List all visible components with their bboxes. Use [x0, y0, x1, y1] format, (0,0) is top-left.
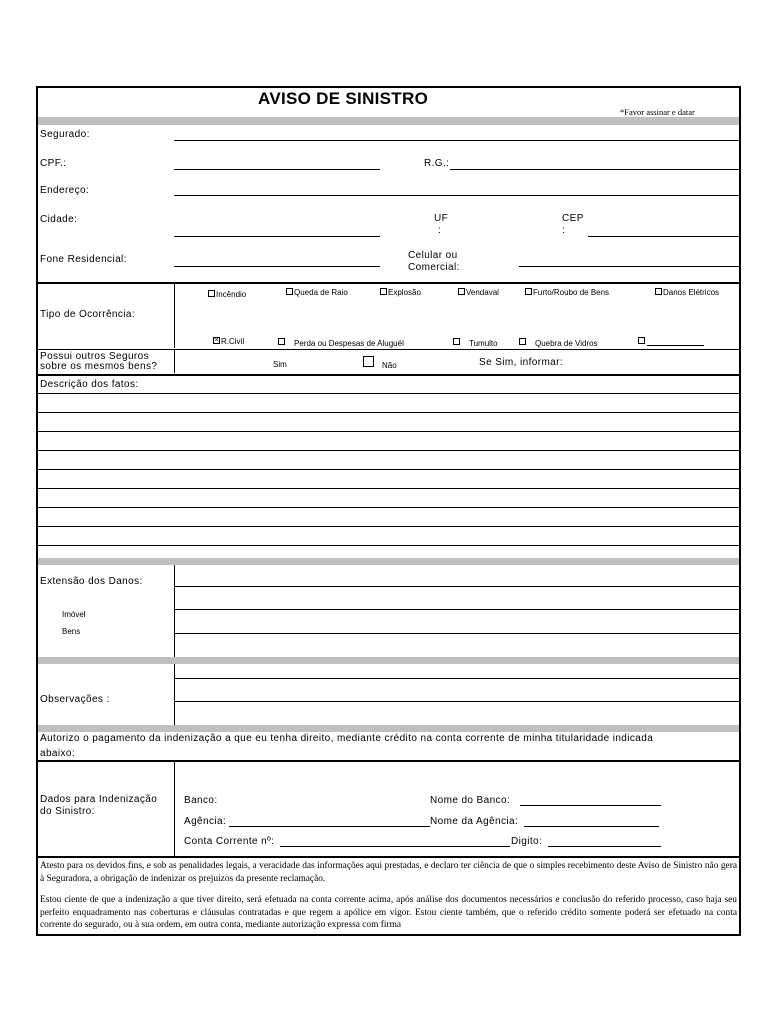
option-queda-raio: Queda de Raio — [294, 288, 348, 297]
title-separator — [38, 117, 739, 125]
rg-label: R.G.: — [424, 158, 450, 169]
page-title: AVISO DE SINISTRO — [258, 89, 429, 108]
observacoes-label: Observações : — [40, 694, 110, 705]
option-quebra-vidros: Quebra de Vidros — [535, 339, 598, 348]
extensao-col-divider — [174, 565, 175, 657]
uf-label: UF — [434, 213, 449, 224]
ocorrencia-col-divider — [174, 284, 175, 348]
celular-label-1: Celular ou — [408, 250, 458, 261]
obs-separator — [38, 725, 739, 732]
extensao-line[interactable] — [174, 586, 739, 587]
checkbox-tumulto[interactable] — [453, 338, 460, 345]
dados-label-2: do Sinistro: — [40, 806, 95, 817]
celular-field[interactable] — [519, 266, 739, 267]
checkbox-incendio[interactable] — [208, 290, 215, 297]
agencia-field[interactable] — [229, 826, 430, 827]
nome-banco-label: Nome do Banco: — [430, 795, 511, 806]
cep-colon: : — [562, 225, 566, 236]
digito-field[interactable] — [548, 846, 661, 847]
extensao-label: Extensão dos Danos: — [40, 576, 143, 587]
imovel-label: Imóvel — [62, 610, 86, 619]
cpf-field[interactable] — [174, 169, 380, 170]
endereco-label: Endereço: — [40, 185, 90, 196]
nome-banco-field[interactable] — [520, 805, 661, 806]
descricao-line[interactable] — [38, 469, 739, 470]
fone-field[interactable] — [174, 266, 380, 267]
descricao-line[interactable] — [38, 412, 739, 413]
option-furto-roubo: Furto/Roubo de Bens — [533, 288, 610, 297]
cidade-label: Cidade: — [40, 214, 78, 225]
obs-line[interactable] — [174, 678, 739, 679]
agencia-label: Agência: — [184, 816, 227, 827]
uf-colon: : — [438, 225, 442, 236]
sign-note: *Favor assinar e datar — [620, 107, 695, 117]
descricao-line[interactable] — [38, 507, 739, 508]
segurado-label: Segurado: — [40, 129, 90, 140]
dados-col-divider — [174, 762, 175, 856]
descricao-line[interactable] — [38, 526, 739, 527]
cpf-label: CPF.: — [40, 158, 67, 169]
outros-seguros-label-1: Possui outros Seguros — [40, 351, 150, 362]
option-perda-aluguel: Perda ou Despesas de Aluguél — [294, 339, 404, 348]
conta-field[interactable] — [280, 846, 510, 847]
checkbox-rcivil-checked[interactable]: × — [214, 337, 219, 344]
nome-agencia-field[interactable] — [524, 826, 659, 827]
checkbox-outro[interactable] — [638, 337, 645, 344]
banco-label: Banco: — [184, 795, 218, 806]
option-explosao: Explosão — [388, 288, 421, 297]
descricao-line[interactable] — [38, 431, 739, 432]
extensao-line[interactable] — [174, 633, 739, 634]
divider-descricao — [38, 374, 739, 376]
extensao-separator — [38, 657, 739, 664]
option-vendaval: Vendaval — [466, 288, 499, 297]
fone-label: Fone Residencial: — [40, 254, 127, 265]
cidade-field[interactable] — [174, 236, 380, 237]
descricao-line[interactable] — [38, 393, 739, 394]
cep-field[interactable] — [588, 236, 739, 237]
descricao-line[interactable] — [38, 488, 739, 489]
outros-seguros-label-2: sobre os mesmos bens? — [40, 361, 158, 372]
ocorrencia-label: Tipo de Ocorrência: — [40, 309, 136, 320]
descricao-separator — [38, 558, 739, 565]
checkbox-danos-eletricos[interactable] — [655, 288, 662, 295]
checkbox-nao[interactable] — [363, 356, 374, 367]
outros-col-divider — [174, 349, 175, 373]
divider-ocorrencia — [38, 282, 739, 284]
descricao-line[interactable] — [38, 545, 739, 546]
bens-label: Bens — [62, 627, 81, 636]
se-sim-label: Se Sim, informar: — [479, 357, 564, 368]
option-danos-eletricos: Danos Elétricos — [663, 288, 720, 297]
option-rcivil: R.Civil — [221, 337, 245, 346]
celular-label-2: Comercial: — [408, 262, 460, 273]
autorizo-line-2: abaixo: — [40, 748, 76, 759]
checkbox-furto-roubo[interactable] — [525, 288, 532, 295]
descricao-label: Descrição dos fatos: — [40, 379, 139, 390]
nome-agencia-label: Nome da Agência: — [430, 816, 519, 827]
checkbox-perda-aluguel[interactable] — [278, 338, 285, 345]
cep-label: CEP — [562, 213, 584, 224]
divider-outros — [38, 349, 739, 350]
dados-label-1: Dados para Indenização — [40, 794, 158, 805]
atesto-paragraph-2: Estou ciente de que a indenização a que tiver direito, será efetuada na conta corrente acima, após análise dos documentos necessários e conclusão do referido processo, caso haja seu perfeito enquadramento nas coberturas e cláusulas contratadas e que regem a apólice em vigor. Estou ciente também, que o referido crédito somente poderá ser efetuado na conta corrente do segurado, ou à sua ordem, em outra conta, mediante autorização expressa com firma — [40, 895, 737, 930]
conta-label: Conta Corrente nº: — [184, 836, 275, 847]
checkbox-queda-raio[interactable] — [286, 288, 293, 295]
endereco-field[interactable] — [174, 195, 739, 196]
divider-dados — [38, 760, 739, 762]
autorizo-line-1: Autorizo o pagamento da indenização a que eu tenha direito, mediante crédito na conta corrente de minha titularidade indicada — [40, 733, 654, 744]
extensao-line[interactable] — [174, 609, 739, 610]
atesto-paragraph-1: Atesto para os devidos fins, e sob as penalidades legais, a veracidade das informações aqui prestadas, e declaro ter ciência de que o simples recebimento deste Aviso de Sinistro não gera à Seguradora, a obrigação de indenizar os prejuízos da presente reclamação. — [40, 861, 737, 884]
rg-field[interactable] — [450, 169, 739, 170]
option-sim: Sim — [273, 360, 287, 369]
digito-label: Digito: — [511, 836, 543, 847]
option-nao: Não — [382, 361, 397, 370]
option-incendio: Incêndio — [216, 290, 247, 299]
checkbox-quebra-vidros[interactable] — [519, 338, 526, 345]
option-tumulto: Tumulto — [469, 339, 498, 348]
descricao-line[interactable] — [38, 450, 739, 451]
divider-atesto — [38, 856, 739, 858]
checkbox-vendaval[interactable] — [458, 288, 465, 295]
obs-line[interactable] — [174, 701, 739, 702]
obs-col-divider — [174, 664, 175, 725]
checkbox-explosao[interactable] — [380, 288, 387, 295]
aviso-sinistro-form — [36, 86, 741, 936]
segurado-field[interactable] — [174, 140, 739, 141]
outro-field[interactable] — [647, 345, 704, 346]
